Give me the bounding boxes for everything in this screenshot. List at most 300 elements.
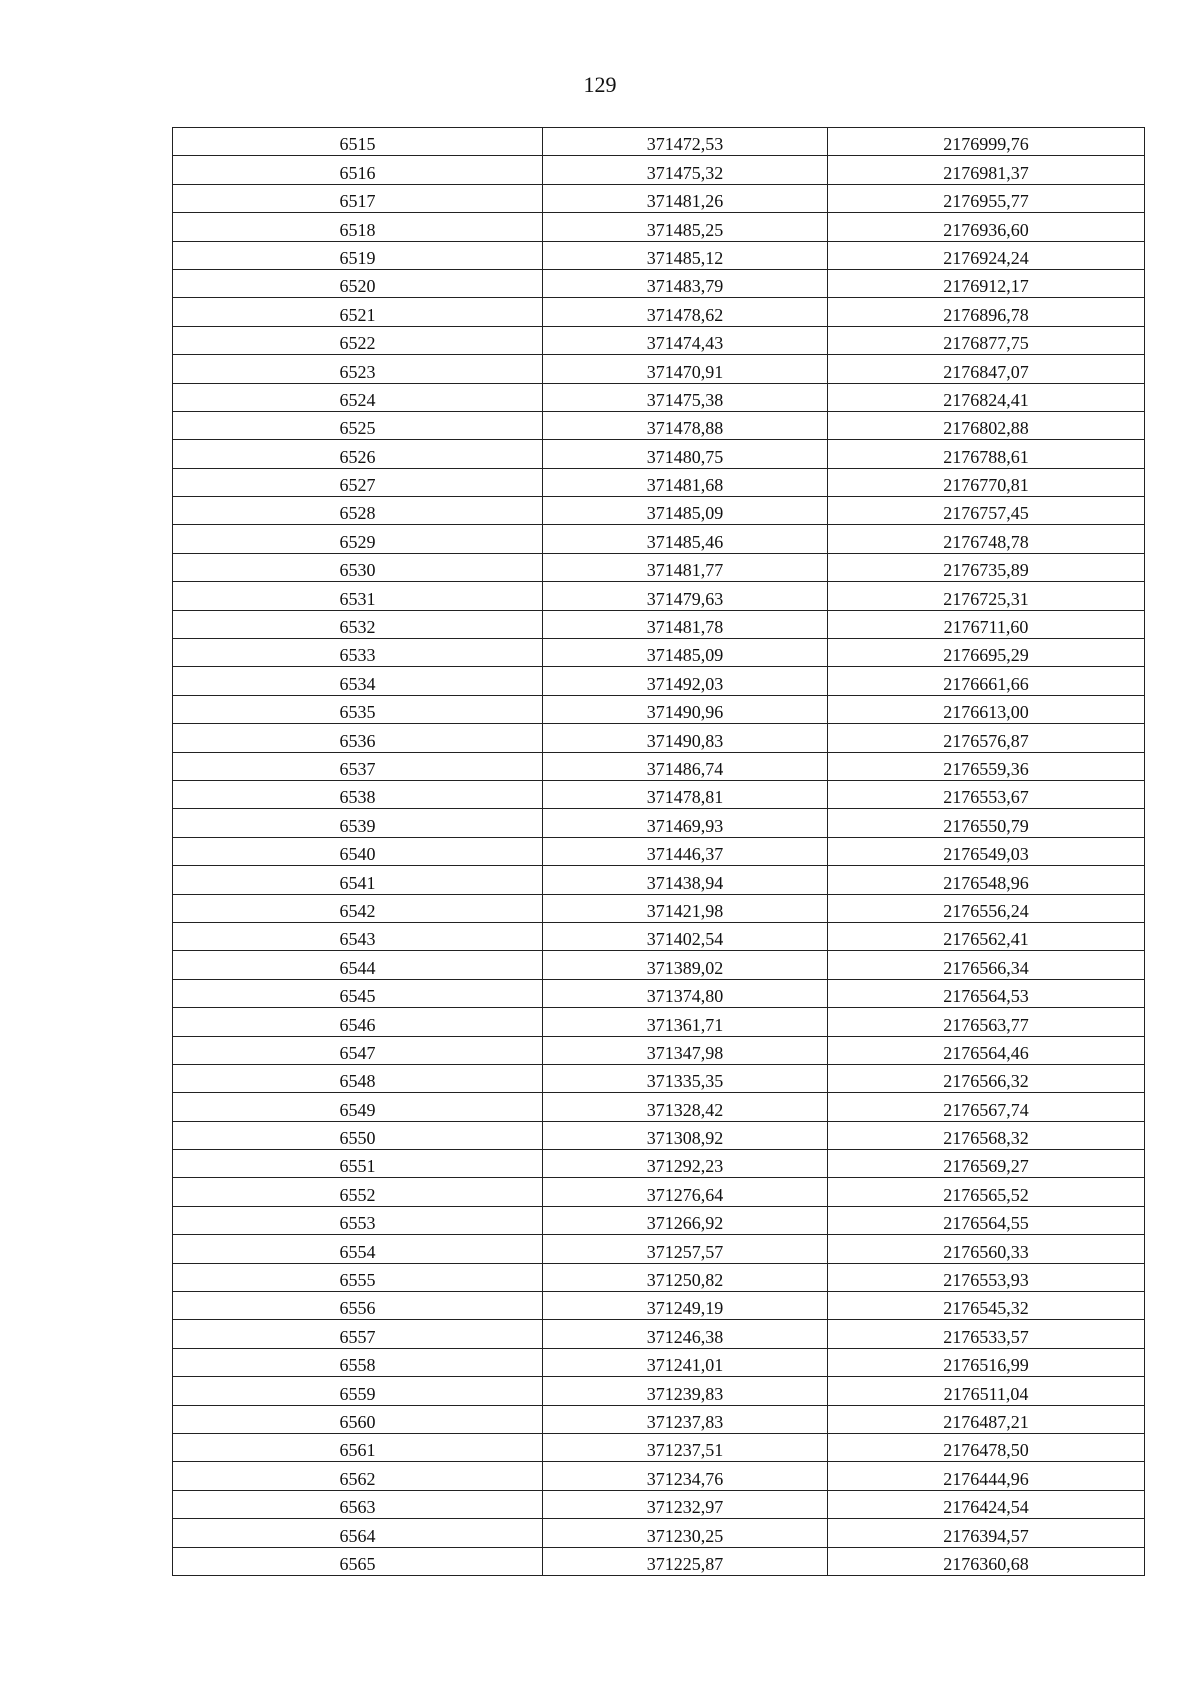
table-row [173,780,1145,808]
cell-text: 2176553,67 [943,787,1029,808]
cell-text: 2176565,52 [943,1184,1029,1205]
table-row [173,269,1145,297]
cell-text: 371483,79 [646,276,724,297]
cell-text: 2176550,79 [943,815,1029,836]
table-row [173,1405,1145,1433]
table-row [173,1292,1145,1320]
cell-text: 371239,83 [646,1383,724,1404]
cell-text: 6516 [339,162,376,183]
x-coordinate-cell [543,809,828,837]
table-row [173,1377,1145,1405]
x-coordinate-cell [543,610,828,638]
table-row [173,1150,1145,1178]
cell-text: 2176545,32 [943,1298,1029,1319]
cell-text: 6559 [339,1383,376,1404]
y-coordinate-cell [828,780,1145,808]
x-coordinate-cell [543,468,828,496]
point-number-cell [173,1064,543,1092]
cell-text: 2176847,07 [943,361,1029,382]
point-number-cell [173,866,543,894]
point-number-cell [173,752,543,780]
cell-text: 371485,09 [646,645,724,666]
cell-text: 2176824,41 [943,389,1029,410]
cell-text: 6554 [339,1241,376,1262]
cell-text: 371257,57 [646,1241,724,1262]
point-number-cell [173,610,543,638]
x-coordinate-cell [543,440,828,468]
cell-text: 6517 [339,191,376,212]
x-coordinate-cell [543,241,828,269]
cell-text: 2176533,57 [943,1326,1029,1347]
table-row [173,752,1145,780]
y-coordinate-cell [828,979,1145,1007]
x-coordinate-cell [543,582,828,610]
table-row [173,1206,1145,1234]
y-coordinate-cell [828,1206,1145,1234]
cell-text: 2176564,46 [943,1042,1029,1063]
table-row [173,156,1145,184]
cell-text: 2176661,66 [943,673,1029,694]
point-number-cell [173,1008,543,1036]
cell-text: 371438,94 [646,872,724,893]
y-coordinate-cell [828,128,1145,156]
cell-text: 371485,09 [646,503,724,524]
table-row [173,667,1145,695]
cell-text: 6519 [339,247,376,268]
table-row [173,468,1145,496]
cell-text: 6538 [339,787,376,808]
x-coordinate-cell [543,1547,828,1575]
cell-text: 371478,81 [646,787,724,808]
x-coordinate-cell [543,1206,828,1234]
point-number-cell [173,1547,543,1575]
x-coordinate-cell [543,1150,828,1178]
cell-text: 2176757,45 [943,503,1029,524]
cell-text: 2176424,54 [943,1497,1029,1518]
y-coordinate-cell [828,213,1145,241]
cell-text: 371481,77 [646,560,724,581]
point-number-cell [173,951,543,979]
cell-text: 371421,98 [646,900,724,921]
cell-text: 371474,43 [646,333,724,354]
cell-text: 2176511,04 [943,1383,1029,1404]
cell-text: 371292,23 [646,1156,724,1177]
cell-text: 6536 [339,730,376,751]
x-coordinate-cell [543,553,828,581]
cell-text: 6532 [339,617,376,638]
x-coordinate-cell [543,497,828,525]
cell-text: 6534 [339,673,376,694]
y-coordinate-cell [828,1405,1145,1433]
cell-text: 371469,93 [646,815,724,836]
point-number-cell [173,440,543,468]
y-coordinate-cell [828,1150,1145,1178]
y-coordinate-cell [828,951,1145,979]
table-row [173,809,1145,837]
y-coordinate-cell [828,184,1145,212]
cell-text: 2176566,34 [943,957,1029,978]
cell-text: 6526 [339,446,376,467]
cell-text: 2176563,77 [943,1014,1029,1035]
point-number-cell [173,1206,543,1234]
cell-text: 2176748,78 [943,531,1029,552]
point-number-cell [173,1292,543,1320]
cell-text: 6525 [339,418,376,439]
y-coordinate-cell [828,1547,1145,1575]
cell-text: 371237,51 [646,1440,724,1461]
cell-text: 371481,68 [646,475,724,496]
cell-text: 371328,42 [646,1099,724,1120]
point-number-cell [173,383,543,411]
cell-text: 6515 [339,134,376,155]
cell-text: 371486,74 [646,758,724,779]
cell-text: 2176478,50 [943,1440,1029,1461]
cell-text: 371230,25 [646,1525,724,1546]
cell-text: 6537 [339,758,376,779]
y-coordinate-cell [828,1036,1145,1064]
table-row [173,1036,1145,1064]
point-number-cell [173,837,543,865]
y-coordinate-cell [828,1178,1145,1206]
table-row [173,213,1145,241]
cell-text: 2176955,77 [943,191,1029,212]
cell-text: 2176564,53 [943,986,1029,1007]
point-number-cell [173,1036,543,1064]
table-row [173,724,1145,752]
cell-text: 371234,76 [646,1468,724,1489]
cell-text: 371241,01 [646,1355,724,1376]
point-number-cell [173,1320,543,1348]
x-coordinate-cell [543,639,828,667]
x-coordinate-cell [543,667,828,695]
cell-text: 6531 [339,588,376,609]
cell-text: 2176924,24 [943,247,1029,268]
x-coordinate-cell [543,894,828,922]
table-row [173,695,1145,723]
cell-text: 6548 [339,1071,376,1092]
x-coordinate-cell [543,866,828,894]
x-coordinate-cell [543,1320,828,1348]
cell-text: 6529 [339,531,376,552]
cell-text: 371481,78 [646,617,724,638]
cell-text: 2176564,55 [943,1213,1029,1234]
point-number-cell [173,1433,543,1461]
x-coordinate-cell [543,1036,828,1064]
point-number-cell [173,1263,543,1291]
table-row [173,1519,1145,1547]
cell-text: 371225,87 [646,1553,724,1574]
y-coordinate-cell [828,298,1145,326]
x-coordinate-cell [543,1348,828,1376]
y-coordinate-cell [828,326,1145,354]
x-coordinate-cell [543,979,828,1007]
x-coordinate-cell [543,298,828,326]
cell-text: 2176444,96 [943,1468,1029,1489]
x-coordinate-cell [543,780,828,808]
x-coordinate-cell [543,525,828,553]
y-coordinate-cell [828,809,1145,837]
y-coordinate-cell [828,695,1145,723]
y-coordinate-cell [828,922,1145,950]
cell-text: 371479,63 [646,588,724,609]
cell-text: 6545 [339,986,376,1007]
x-coordinate-cell [543,1490,828,1518]
table-row [173,922,1145,950]
cell-text: 2176548,96 [943,872,1029,893]
cell-text: 6552 [339,1184,376,1205]
y-coordinate-cell [828,1433,1145,1461]
y-coordinate-cell [828,241,1145,269]
y-coordinate-cell [828,610,1145,638]
x-coordinate-cell [543,724,828,752]
cell-text: 371237,83 [646,1411,724,1432]
y-coordinate-cell [828,724,1145,752]
x-coordinate-cell [543,355,828,383]
point-number-cell [173,780,543,808]
cell-text: 2176613,00 [943,702,1029,723]
point-number-cell [173,269,543,297]
y-coordinate-cell [828,1093,1145,1121]
cell-text: 371276,64 [646,1184,724,1205]
cell-text: 371308,92 [646,1128,724,1149]
table-row [173,497,1145,525]
point-number-cell [173,468,543,496]
point-number-cell [173,724,543,752]
table-row [173,1462,1145,1490]
cell-text: 6541 [339,872,376,893]
x-coordinate-cell [543,1405,828,1433]
cell-text: 371490,96 [646,702,724,723]
point-number-cell [173,582,543,610]
point-number-cell [173,1121,543,1149]
cell-text: 371335,35 [646,1071,724,1092]
y-coordinate-cell [828,525,1145,553]
cell-text: 6562 [339,1468,376,1489]
y-coordinate-cell [828,497,1145,525]
cell-text: 2176788,61 [943,446,1029,467]
coordinates-table-body [173,128,1145,1576]
table-row [173,1064,1145,1092]
cell-text: 2176549,03 [943,844,1029,865]
table-row [173,639,1145,667]
cell-text: 371402,54 [646,929,724,950]
point-number-cell [173,979,543,1007]
cell-text: 6520 [339,276,376,297]
table-row [173,1490,1145,1518]
table-row [173,184,1145,212]
point-number-cell [173,213,543,241]
point-number-cell [173,809,543,837]
table-row [173,837,1145,865]
point-number-cell [173,525,543,553]
point-number-cell [173,1235,543,1263]
cell-text: 6535 [339,702,376,723]
cell-text: 6555 [339,1270,376,1291]
table-row [173,951,1145,979]
cell-text: 6522 [339,333,376,354]
cell-text: 2176770,81 [943,475,1029,496]
cell-text: 2176560,33 [943,1241,1029,1262]
x-coordinate-cell [543,1008,828,1036]
cell-text: 2176567,74 [943,1099,1029,1120]
cell-text: 6530 [339,560,376,581]
x-coordinate-cell [543,1121,828,1149]
cell-text: 6542 [339,900,376,921]
x-coordinate-cell [543,1263,828,1291]
cell-text: 6544 [339,957,376,978]
x-coordinate-cell [543,695,828,723]
table-row [173,241,1145,269]
cell-text: 2176360,68 [943,1553,1029,1574]
x-coordinate-cell [543,269,828,297]
y-coordinate-cell [828,837,1145,865]
cell-text: 371249,19 [646,1298,724,1319]
x-coordinate-cell [543,184,828,212]
table-row [173,383,1145,411]
x-coordinate-cell [543,752,828,780]
point-number-cell [173,1519,543,1547]
table-row [173,1320,1145,1348]
point-number-cell [173,326,543,354]
y-coordinate-cell [828,1320,1145,1348]
table-row [173,1547,1145,1575]
cell-text: 6549 [339,1099,376,1120]
cell-text: 6527 [339,475,376,496]
point-number-cell [173,497,543,525]
point-number-cell [173,695,543,723]
table-row [173,1235,1145,1263]
cell-text: 2176576,87 [943,730,1029,751]
x-coordinate-cell [543,213,828,241]
cell-text: 2176999,76 [943,134,1029,155]
y-coordinate-cell [828,1235,1145,1263]
cell-text: 2176556,24 [943,900,1029,921]
table-row [173,553,1145,581]
x-coordinate-cell [543,1519,828,1547]
table-row [173,1093,1145,1121]
cell-text: 6540 [339,844,376,865]
y-coordinate-cell [828,1490,1145,1518]
cell-text: 6561 [339,1440,376,1461]
x-coordinate-cell [543,951,828,979]
cell-text: 6550 [339,1128,376,1149]
cell-text: 6553 [339,1213,376,1234]
table-row [173,1121,1145,1149]
y-coordinate-cell [828,156,1145,184]
x-coordinate-cell [543,922,828,950]
y-coordinate-cell [828,752,1145,780]
cell-text: 2176981,37 [943,162,1029,183]
cell-text: 6551 [339,1156,376,1177]
cell-text: 2176877,75 [943,333,1029,354]
x-coordinate-cell [543,1093,828,1121]
cell-text: 2176735,89 [943,560,1029,581]
cell-text: 371478,88 [646,418,724,439]
cell-text: 2176936,60 [943,219,1029,240]
y-coordinate-cell [828,1462,1145,1490]
y-coordinate-cell [828,269,1145,297]
table-row [173,440,1145,468]
y-coordinate-cell [828,1064,1145,1092]
cell-text: 371492,03 [646,673,724,694]
x-coordinate-cell [543,383,828,411]
y-coordinate-cell [828,383,1145,411]
point-number-cell [173,355,543,383]
cell-text: 6523 [339,361,376,382]
point-number-cell [173,128,543,156]
cell-text: 371361,71 [646,1014,724,1035]
x-coordinate-cell [543,128,828,156]
cell-text: 6528 [339,503,376,524]
cell-text: 6563 [339,1497,376,1518]
cell-text: 371374,80 [646,986,724,1007]
y-coordinate-cell [828,639,1145,667]
cell-text: 371472,53 [646,134,724,155]
cell-text: 2176912,17 [943,276,1029,297]
point-number-cell [173,241,543,269]
point-number-cell [173,1405,543,1433]
cell-text: 2176516,99 [943,1355,1029,1376]
point-number-cell [173,1377,543,1405]
table-row [173,326,1145,354]
cell-text: 2176487,21 [943,1411,1029,1432]
y-coordinate-cell [828,1348,1145,1376]
y-coordinate-cell [828,468,1145,496]
cell-text: 371485,12 [646,247,724,268]
point-number-cell [173,411,543,439]
x-coordinate-cell [543,1433,828,1461]
cell-text: 6565 [339,1553,376,1574]
table-row [173,1348,1145,1376]
table-row [173,1263,1145,1291]
point-number-cell [173,639,543,667]
cell-text: 6518 [339,219,376,240]
cell-text: 2176802,88 [943,418,1029,439]
point-number-cell [173,1178,543,1206]
point-number-cell [173,922,543,950]
y-coordinate-cell [828,866,1145,894]
cell-text: 371250,82 [646,1270,724,1291]
cell-text: 371389,02 [646,957,724,978]
cell-text: 2176695,29 [943,645,1029,666]
cell-text: 2176566,32 [943,1071,1029,1092]
y-coordinate-cell [828,1121,1145,1149]
cell-text: 2176896,78 [943,304,1029,325]
cell-text: 2176569,27 [943,1156,1029,1177]
y-coordinate-cell [828,1519,1145,1547]
cell-text: 6546 [339,1014,376,1035]
cell-text: 371481,26 [646,191,724,212]
x-coordinate-cell [543,837,828,865]
cell-text: 2176394,57 [943,1525,1029,1546]
cell-text: 371470,91 [646,361,724,382]
table-row [173,1008,1145,1036]
cell-text: 6547 [339,1042,376,1063]
table-row [173,894,1145,922]
cell-text: 371475,32 [646,162,724,183]
table-row [173,866,1145,894]
y-coordinate-cell [828,1008,1145,1036]
cell-text: 2176568,32 [943,1128,1029,1149]
point-number-cell [173,1490,543,1518]
cell-text: 6521 [339,304,376,325]
table-row [173,411,1145,439]
x-coordinate-cell [543,156,828,184]
cell-text: 371266,92 [646,1213,724,1234]
cell-text: 6539 [339,815,376,836]
point-number-cell [173,1093,543,1121]
y-coordinate-cell [828,1263,1145,1291]
